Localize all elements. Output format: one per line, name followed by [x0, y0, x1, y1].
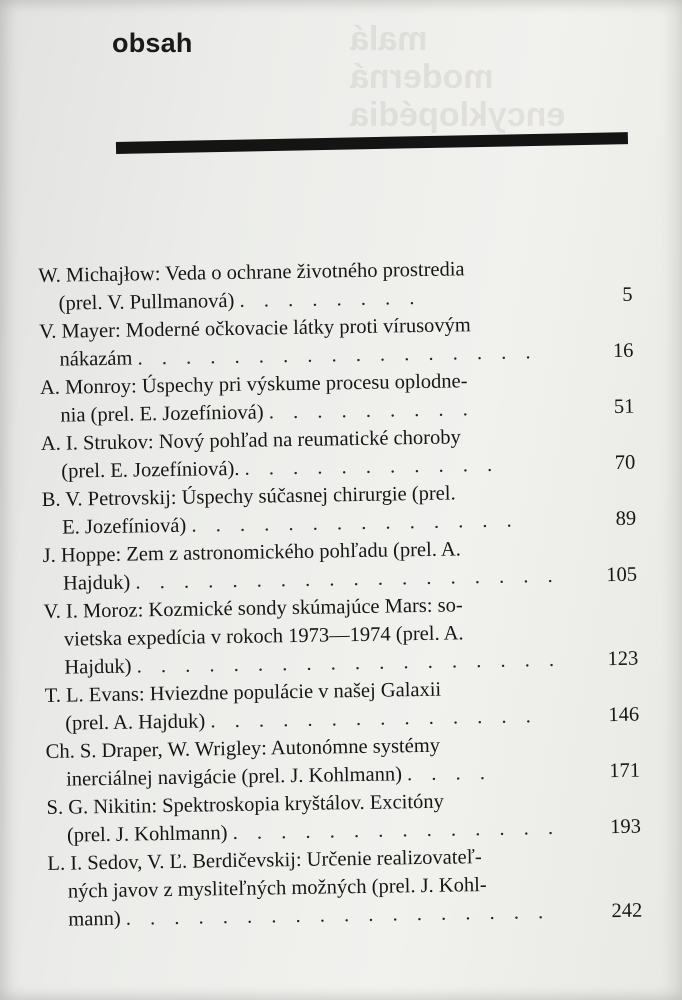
toc-entry [42, 477, 639, 542]
entry-title-cont: (prel. J. Kohlmann) [66, 822, 228, 847]
page-number: 5 [622, 283, 633, 306]
page-number: 70 [614, 451, 636, 474]
page-number: 193 [610, 815, 642, 839]
leader-dots: . . . . . . . . . . . [244, 453, 500, 480]
page-number: 242 [611, 899, 643, 923]
toc-entry [45, 673, 642, 738]
page-number: 123 [607, 647, 639, 671]
entry-title-cont: mann) [68, 907, 121, 931]
entry-title: V. Mayer: Moderné očkovacie látky proti vírusovým [38, 314, 471, 343]
entry-title: V. I. Moroz: Kozmické sondy skúmajúce Mars: so- [43, 594, 463, 623]
entry-title-cont: ných javov z mysliteľných možných (prel. J. Kohl- [67, 874, 487, 903]
toc-entry [41, 421, 638, 486]
entry-title: Ch. S. Draper, W. Wrigley: Autonómne systémy [45, 734, 441, 763]
entry-title-cont: (prel. A. Hajduk) [65, 710, 206, 735]
entry-title-cont: Hajduk) [64, 655, 132, 679]
toc-entry [42, 533, 639, 598]
leader-dots: . . . . . . . . [239, 286, 422, 312]
entry-title-cont: (prel. V. Pullmanová) [58, 289, 235, 315]
leader-dots: . . . . . . . . . . . . . . [232, 816, 561, 845]
toc-entry [47, 841, 644, 934]
toc-entry [46, 785, 643, 850]
entry-title-cont: vietska expedícia v rokoch 1973—1974 (prel. A. [63, 622, 464, 651]
page-number: 171 [609, 759, 641, 783]
entry-title: B. V. Petrovskij: Úspechy súčasnej chirurgie (prel. [41, 482, 456, 511]
page-number: 16 [612, 339, 634, 362]
entry-title-cont: (prel. E. Jozefíniová). [61, 457, 240, 483]
leader-dots: . . . . . . . . . . . . . . . . . . [136, 648, 562, 678]
table-of-contents [38, 253, 644, 934]
leader-dots: . . . . . . . . . . . . . . [210, 705, 538, 733]
leader-dots: . . . . . . . . . [268, 398, 476, 424]
entry-title-cont: nia (prel. E. Jozefíniová) [60, 401, 264, 427]
entry-title: S. G. Nikitin: Spektroskopia kryštálov. Excitóny [46, 790, 444, 819]
entry-title-cont: inerciálnej navigácie (prel. J. Kohlmann) [65, 763, 403, 791]
entry-title: A. Monroy: Úspechy pri výskume procesu oplodne- [39, 370, 468, 399]
entry-title-cont: nákazám [59, 347, 133, 371]
entry-title-cont: E. Jozefíniová) [62, 514, 187, 539]
page-number: 89 [615, 507, 637, 530]
leader-dots: . . . . . . . . . . . . . . . . . [137, 341, 538, 370]
page-number: 146 [608, 703, 640, 727]
leader-dots: . . . . . . . . . . . . . . . . . . [125, 901, 551, 930]
toc-entry [39, 309, 636, 374]
page-title: obsah [112, 28, 193, 58]
entry-title: T. L. Evans: Hviezdne populácie v našej Galaxii [44, 678, 442, 707]
entry-title: A. I. Strukov: Nový pohľad na reumatické choroby [40, 426, 461, 455]
show-through-text: malá moderná encyklopédia [350, 20, 566, 134]
title-rule [116, 132, 628, 154]
entry-title-cont: Hajduk) [62, 571, 131, 595]
entry-title: L. I. Sedov, V. Ľ. Berdičevskij: Určenie realizovateľ- [47, 846, 482, 875]
toc-entry [43, 589, 640, 682]
leader-dots: . . . . [406, 761, 493, 786]
leader-dots: . . . . . . . . . . . . . . [191, 509, 519, 537]
page-number: 51 [613, 395, 635, 418]
page-number: 105 [606, 563, 638, 587]
toc-entry [38, 253, 635, 318]
entry-title: J. Hoppe: Zem z astronomického pohľadu (prel. A. [42, 538, 461, 567]
entry-title: W. Michajłow: Veda o ochrane životného prostredia [38, 258, 465, 287]
toc-entry [45, 729, 642, 794]
leader-dots: . . . . . . . . . . . . . . . . . . [135, 564, 560, 594]
toc-entry [40, 365, 637, 430]
